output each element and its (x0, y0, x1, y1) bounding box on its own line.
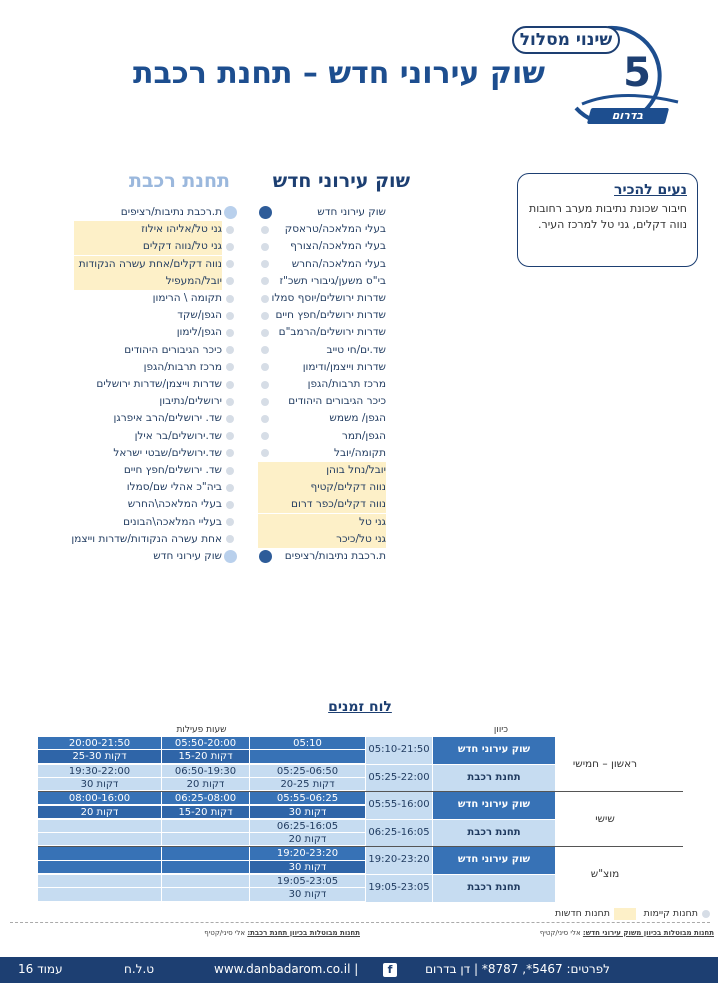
timetable-frequency: 20 דקות (38, 806, 162, 819)
timetable-hours: 19:20-23:20 (250, 847, 366, 860)
south-stop: יובל/המעפיל (74, 273, 222, 290)
north-stop: יובל/נחל בוהן (258, 462, 386, 479)
timetable-range: 06:25-16:05 (366, 820, 433, 847)
south-stop-dot (226, 518, 234, 526)
timetable-hours (38, 875, 162, 888)
south-stop: שד. ירושלים/חפץ חיים (123, 464, 222, 476)
south-stop: ירושלים/נתיבון (159, 395, 222, 408)
timetable-hours: 06:50-19:30 (162, 765, 250, 778)
timetable-hours (38, 820, 162, 833)
timetable-day: ראשון – חמישי (572, 757, 638, 770)
legend-existing: תחנות קיימות (643, 908, 698, 919)
south-stop-dot (226, 398, 234, 406)
north-stop: מרכז תרבות/הגפן (307, 378, 386, 390)
notes-divider (10, 922, 710, 923)
south-stop: בעליי המלאכה\הבונים (123, 515, 222, 528)
north-stop: הגפן/ משמש (329, 412, 386, 425)
legend-new: תחנות חדשות (554, 908, 610, 919)
page-title: שוק עירוני חדש – תחנת רכבת (133, 56, 545, 91)
south-stop: שד.ירושלים/בר אילן (134, 429, 222, 442)
route-number: 5 (623, 50, 651, 96)
info-box (517, 173, 698, 267)
footer-tlh: ט.ל.ח (124, 962, 155, 976)
facebook-icon[interactable]: f (383, 963, 397, 977)
north-column-title: שוק עירוני חדש (272, 170, 410, 192)
south-stop-dot (226, 312, 234, 320)
timetable-frequency (162, 833, 250, 846)
timetable-frequency (38, 833, 162, 846)
south-stop-dot (226, 329, 234, 337)
north-stop: שדרות ירושלים/חפץ חיים (275, 309, 386, 322)
timetable-day-separator (38, 846, 683, 847)
timetable-range: 05:25-22:00 (366, 765, 433, 792)
timetable-range: 05:55-16:00 (366, 792, 433, 819)
footer-website[interactable]: www.danbadarom.co.il | (214, 962, 359, 976)
timetable-frequency (162, 888, 250, 901)
south-stop-dot (226, 381, 234, 389)
south-stop-dot (226, 484, 234, 492)
north-stop: נווה דקלים/קטיף (258, 479, 386, 496)
timetable-range: 05:10-21:50 (366, 737, 433, 764)
cancelled-south-value: אלי סיני/קטיף (204, 929, 246, 937)
timetable-direction: תחנת רכבת (433, 765, 555, 792)
timetable-day: שישי (595, 812, 615, 825)
south-stop-dot (226, 501, 234, 509)
south-stop-dot (226, 277, 234, 285)
timetable-frequency: 30 דקות (38, 778, 162, 791)
south-stop: שדרות וייצמן/שדרות ירושלים (96, 378, 222, 390)
south-stop: מרכז תרבות/הגפן (143, 360, 222, 373)
timetable-frequency (38, 888, 162, 901)
south-stop-dot (226, 260, 234, 268)
timetable-direction: תחנת רכבת (433, 820, 555, 847)
north-stop: ת.רכבת נתיבות/רציפים (284, 550, 386, 562)
timetable-frequency (162, 861, 250, 874)
north-stop: בי"ס משען/גיבורי תשכ"ז (279, 274, 386, 287)
timetable-hours: 19:05-23:05 (250, 875, 366, 888)
south-stop: גני טל/אליהו אילוז (74, 221, 222, 238)
existing-stop-legend-dot (702, 910, 710, 918)
timetable-day: מוצ"ש (590, 868, 620, 880)
north-stop: תקומה/יובל (334, 446, 386, 459)
hours-column-header: שעות פעילות (176, 725, 227, 735)
timetable-hours: 05:25-06:50 (250, 765, 366, 778)
timetable-frequency: 30 דקות (250, 888, 366, 901)
south-stop-dot (226, 432, 234, 440)
timetable-direction: שוק עירוני חדש (433, 737, 555, 764)
timetable-direction: שוק עירוני חדש (433, 792, 555, 819)
south-stop-dot (226, 449, 234, 457)
timetable-frequency: 30 דקות (250, 806, 366, 819)
south-stop: ביה"כ אהלי שם/סמלו (126, 481, 222, 494)
north-stop: נווה דקלים/כפר דרום (258, 496, 386, 513)
south-stop-dot (226, 363, 234, 371)
cancelled-south-label: תחנות מבוטלות בכיוון תחנת רכבת: (247, 929, 360, 937)
south-stop: שד. ירושלים/הרב איפרגן (113, 412, 222, 425)
north-stop: בעלי המלאכה/החרש (291, 257, 386, 270)
south-stop: שד.ירושלים/שבטי ישראל (113, 446, 222, 459)
timetable-hours (162, 875, 250, 888)
north-stop: כיכר הגיבורים היהודים (288, 395, 386, 408)
timetable-frequency: 20 דקות (162, 778, 250, 791)
south-stop: הגפן/לימון (176, 326, 222, 339)
north-stop: שדרות ירושלים/יוסף סמלו (271, 292, 386, 304)
south-stop-dot (224, 206, 237, 219)
south-stop: כיכר הגיבורים היהודים (124, 343, 222, 356)
cancelled-north-value: אלי סיני/קטיף (539, 929, 581, 937)
north-stop: שוק עירוני חדש (317, 206, 386, 218)
south-stop: שוק עירוני חדש (153, 550, 222, 562)
south-stop: ת.רכבת נתיבות/רציפים (120, 206, 222, 218)
timetable-frequency: 20 דקות (250, 833, 366, 846)
south-stop-dot (226, 467, 234, 475)
timetable-hours: 06:25-16:05 (250, 820, 366, 833)
south-stop: תקומה \ הרימון (152, 292, 222, 304)
timetable-hours: 20:00-21:50 (38, 737, 162, 750)
south-stop: נווה דקלים/אחת עשרה הנקודות (74, 256, 222, 273)
north-stop: שדרות וייצמן/ודימון (302, 360, 386, 373)
south-stop-dot (226, 295, 234, 303)
timetable-frequency: 30 דקות (250, 861, 366, 874)
timetable-hours: 05:50-20:00 (162, 737, 250, 750)
north-stop: שדרות ירושלים/הרמב"ם (278, 326, 386, 339)
north-stop: בעלי המלאכה/הצורף (290, 240, 386, 253)
cancelled-north-label: תחנות מבוטלות בכיוון משוק עירוני חדש: (582, 929, 714, 937)
timetable-hours: 08:00-16:00 (38, 792, 162, 805)
info-title: נעים להכיר (614, 182, 687, 198)
timetable-frequency (250, 750, 366, 763)
south-stop-dot (224, 550, 237, 563)
timetable-frequency: 15-20 דקות (162, 806, 250, 819)
timetable-hours (38, 847, 162, 860)
route-change-badge: שינוי מסלול (512, 26, 620, 54)
timetable-frequency (38, 861, 162, 874)
timetable-range: 19:05-23:05 (366, 875, 433, 902)
timetable-hours: 05:10 (250, 737, 366, 750)
timetable-hours: 19:30-22:00 (38, 765, 162, 778)
south-stop: הגפן/שקד (177, 309, 222, 322)
timetable-frequency: 25-30 דקות (38, 750, 162, 763)
info-text: חיבור שכונת נתיבות מערב רחובות נווה דקלים, גני טל למרכז העיר. (528, 202, 687, 231)
north-stop: הגפן/תמר (341, 429, 386, 442)
south-stop: גני טל/נווה דקלים (74, 238, 222, 255)
north-stop: גני טל (258, 514, 386, 531)
footer-phones: לפרטים: 5467*, 8787* | דן בדרום (425, 962, 610, 976)
timetable-direction: שוק עירוני חדש (433, 847, 555, 874)
timetable-hours (162, 847, 250, 860)
cancelled-stops-north-note (500, 929, 714, 937)
timetable-hours (162, 820, 250, 833)
north-stop: בעלי המלאכה/טראסק (284, 223, 386, 236)
timetable-direction: תחנת רכבת (433, 875, 555, 902)
cancelled-stops-south-note (160, 929, 360, 937)
south-column-title: תחנת רכבת (128, 170, 230, 192)
south-stop-dot (226, 226, 234, 234)
south-stop: בעלי המלאכה\החרש (127, 498, 222, 511)
timetable-frequency: 15-20 דקות (162, 750, 250, 763)
company-logo: בדרום (587, 108, 669, 124)
timetable-range: 19:20-23:20 (366, 847, 433, 874)
footer-page-number: עמוד 16 (18, 962, 63, 976)
south-stop-dot (226, 415, 234, 423)
timetable-hours: 06:25-08:00 (162, 792, 250, 805)
south-stop-dot (226, 346, 234, 354)
footer (0, 957, 718, 983)
timetable-frequency: 20-25 דקות (250, 778, 366, 791)
north-stop: גני טל/כיכר (258, 531, 386, 548)
south-stop: אחת עשרה הנקודות/שדרות וייצמן (71, 532, 222, 545)
north-stop: שד.ים/חי טייב (326, 343, 386, 356)
south-stop-dot (226, 243, 234, 251)
direction-column-header: כיוון (493, 725, 509, 735)
new-stop-legend-swatch (614, 908, 636, 920)
timetable-title: לוח זמנים (328, 699, 392, 715)
south-stop-dot (226, 535, 234, 543)
timetable-hours: 05:55-06:25 (250, 792, 366, 805)
timetable-day-separator (38, 791, 683, 792)
